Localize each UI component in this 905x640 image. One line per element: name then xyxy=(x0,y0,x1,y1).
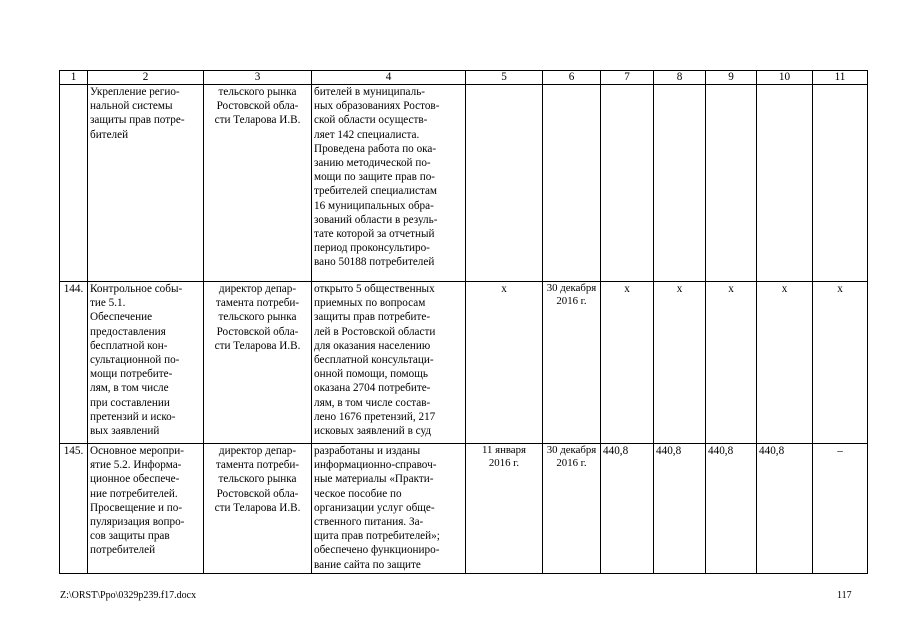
column-number-row xyxy=(60,71,868,85)
page-number: 117 xyxy=(837,590,852,601)
result-cell: бителей в муниципаль- ных образованиях Ростов- ской области осуществ- ляет 142 специалиста. Проведена работа по ока- занию методической по- мощи по защите прав по- требителей специалистам 16 муниципальных обра- зований области в резуль- тате которой за отчетный период проконсультиро- вано 50188 потребителей xyxy=(312,85,466,282)
activity-name-cell: Контрольное собы- тие 5.1. Обеспечение предоставления бесплатной кон- сультационной по- мощи потребите- лям, в том числе при составлении претензий и иско- вых заявлений xyxy=(88,282,204,444)
value-cell xyxy=(706,85,757,282)
column-header: 8 xyxy=(654,71,706,85)
value-cell: 440,8 xyxy=(601,444,654,574)
responsible-cell: директор депар- тамента потреби- тельского рынка Ростовской обла- сти Теларова И.В. xyxy=(204,444,312,574)
table-row xyxy=(60,282,868,444)
activity-name-cell: Основное меропри- ятие 5.2. Информа- ционное обеспече- ние потребителей. Просвещение и по- пуляризация вопро- сов защиты прав потребителей xyxy=(88,444,204,574)
result-cell: открыто 5 общественных приемных по вопросам защиты прав потребите- лей в Ростовской области для оказания населению бесплатной консультаци- онной помощи, помощь оказана 2704 потребите- лям, в том числе состав- лено 1676 претензий, 217 исковых заявлений в суд xyxy=(312,282,466,444)
row-number-cell xyxy=(60,85,88,282)
value-cell: 440,8 xyxy=(654,444,706,574)
column-header: 7 xyxy=(601,71,654,85)
responsible-cell: директор депар- тамента потреби- тельского рынка Ростовской обла- сти Теларова И.В. xyxy=(204,282,312,444)
value-cell xyxy=(757,85,813,282)
column-header: 6 xyxy=(543,71,601,85)
value-cell: х xyxy=(706,282,757,444)
start-date-cell: 11 января 2016 г. xyxy=(466,444,543,574)
value-cell xyxy=(654,85,706,282)
footer-file-path: Z:\ORST\Ppo\0329p239.f17.docx xyxy=(60,590,197,601)
column-header: 11 xyxy=(813,71,868,85)
value-cell: 440,8 xyxy=(706,444,757,574)
column-header: 3 xyxy=(204,71,312,85)
value-cell: 440,8 xyxy=(757,444,813,574)
column-header: 9 xyxy=(706,71,757,85)
value-cell xyxy=(813,85,868,282)
column-header: 5 xyxy=(466,71,543,85)
column-header: 10 xyxy=(757,71,813,85)
column-header: 4 xyxy=(312,71,466,85)
value-cell: х xyxy=(601,282,654,444)
end-date-cell xyxy=(543,85,601,282)
row-number-cell: 144. xyxy=(60,282,88,444)
column-header: 1 xyxy=(60,71,88,85)
report-table xyxy=(59,70,868,574)
row-number-cell: 145. xyxy=(60,444,88,574)
start-date-cell: х xyxy=(466,282,543,444)
value-cell xyxy=(601,85,654,282)
value-cell: х xyxy=(654,282,706,444)
responsible-cell: тельского рынка Ростовской обла- сти Теларова И.В. xyxy=(204,85,312,282)
value-cell: х xyxy=(757,282,813,444)
value-cell: х xyxy=(813,282,868,444)
table-row xyxy=(60,85,868,282)
table-row xyxy=(60,444,868,574)
end-date-cell: 30 декабря 2016 г. xyxy=(543,282,601,444)
start-date-cell xyxy=(466,85,543,282)
value-cell: – xyxy=(813,444,868,574)
activity-name-cell: Укрепление регио- нальной системы защиты прав потре- бителей xyxy=(88,85,204,282)
end-date-cell: 30 декабря 2016 г. xyxy=(543,444,601,574)
result-cell: разработаны и изданы информационно-справоч- ные материалы «Практи- ческое пособие по организации услуг обще- ственного питания. За- щита прав потребителей»; обеспечено функциониро- вание сайта по защите xyxy=(312,444,466,574)
column-header: 2 xyxy=(88,71,204,85)
